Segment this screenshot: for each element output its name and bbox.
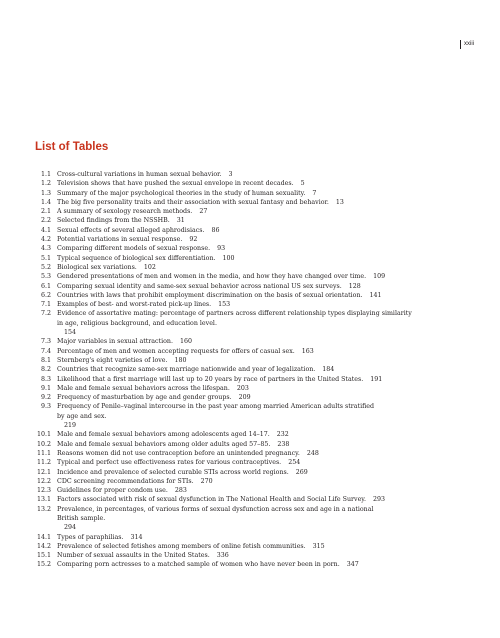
table-number: 13.2	[36, 505, 51, 513]
table-title	[51, 170, 474, 179]
table-page-number: 93	[217, 245, 226, 253]
table-entry[interactable]	[34, 430, 474, 439]
table-title-text: Selected findings from the NSSHB.	[57, 217, 170, 225]
table-title-text: Comparing sexual identity and same-sex sexual behavior across national US sex surveys.	[57, 282, 342, 290]
table-title-text: Countries that recognize same-sex marriage nationwide and year of legalization.	[57, 366, 316, 374]
table-title-text: Evidence of assortative mating: percentage of partners across different relationship types displaying similarity	[57, 310, 412, 318]
table-title	[51, 309, 474, 337]
table-page-number: 248	[306, 449, 319, 457]
table-title	[51, 477, 474, 486]
table-entry[interactable]	[34, 337, 474, 346]
table-title	[51, 533, 474, 542]
table-title-text: Incidence and prevalence of selected curable STIs across world regions.	[57, 468, 289, 476]
table-number: 1.1	[40, 171, 51, 178]
table-page-number: 31	[176, 217, 185, 225]
table-number: 9.1	[40, 384, 51, 392]
table-title	[51, 356, 474, 365]
table-title	[51, 365, 474, 374]
table-title	[51, 402, 474, 430]
table-page-number: 154	[64, 329, 77, 337]
table-title-text: CDC screening recommendations for STIs.	[57, 477, 194, 485]
table-title	[51, 542, 474, 551]
table-number: 14.1	[36, 533, 51, 541]
table-page-number: 3	[228, 171, 233, 178]
table-title-text: The big five personality traits and their association with sexual fantasy and behavior.	[57, 198, 329, 206]
table-number: 12.1	[36, 468, 51, 476]
table-entry[interactable]	[34, 542, 474, 551]
table-entry[interactable]	[34, 170, 474, 179]
table-title	[51, 179, 474, 188]
table-number: 10.2	[36, 440, 51, 448]
table-entry[interactable]	[34, 477, 474, 486]
table-page-number: 336	[216, 552, 229, 560]
table-page-number: 5	[300, 180, 305, 188]
table-page-number: 293	[373, 496, 386, 504]
table-title	[51, 440, 474, 449]
table-page-number: 141	[369, 291, 382, 299]
table-title-text: Cross-cultural variations in human sexual behavior.	[57, 171, 222, 178]
table-title-text: Frequency of masturbation by age and gender groups.	[57, 394, 232, 402]
table-number: 11.2	[36, 459, 51, 467]
table-title	[51, 272, 474, 281]
table-entry[interactable]	[34, 226, 474, 235]
table-title-text: Major variables in sexual attraction.	[57, 338, 173, 346]
table-title	[51, 189, 474, 198]
table-page-number: 128	[348, 282, 361, 290]
table-page-number: 163	[301, 347, 314, 355]
table-number: 15.1	[36, 552, 51, 560]
table-page-number: 294	[64, 524, 77, 532]
table-entry[interactable]	[34, 495, 474, 504]
table-title-text: Countries with laws that prohibit employment discrimination on the basis of sexual orientation.	[57, 291, 363, 299]
table-number: 7.4	[40, 347, 51, 355]
table-title	[51, 430, 474, 439]
table-title	[51, 263, 474, 272]
table-entry[interactable]	[34, 505, 474, 533]
table-title	[51, 216, 474, 225]
table-entry[interactable]	[34, 272, 474, 281]
table-page-number: 7	[312, 189, 317, 197]
table-entry[interactable]	[34, 207, 474, 216]
table-number: 6.2	[40, 291, 51, 299]
table-entry[interactable]	[34, 254, 474, 263]
table-page-number: 315	[312, 542, 325, 550]
table-title-text: Comparing porn actresses to a matched sample of women who have never been in porn.	[57, 561, 340, 569]
table-title	[51, 254, 474, 263]
table-page-number: 180	[174, 356, 187, 364]
table-entry[interactable]	[34, 375, 474, 384]
table-number: 1.3	[40, 189, 51, 197]
table-title-text: Prevalence of selected fetishes among members of online fetish communities.	[57, 542, 306, 550]
table-title	[51, 551, 474, 560]
table-title-text: Male and female sexual behaviors among older adults aged 57–85.	[57, 440, 271, 448]
table-title-text: Potential variations in sexual response.	[57, 236, 183, 244]
table-number: 4.2	[40, 236, 51, 244]
table-title	[51, 375, 474, 384]
table-entry[interactable]	[34, 235, 474, 244]
table-number: 1.4	[40, 198, 51, 206]
table-number: 4.1	[40, 226, 51, 234]
table-number: 9.2	[40, 394, 51, 402]
table-entry[interactable]	[34, 560, 474, 569]
table-number: 13.1	[36, 496, 51, 504]
table-title	[51, 393, 474, 402]
table-page-number: 203	[236, 384, 249, 392]
table-title-text: Frequency of Penile–vaginal intercourse in the past year among married American adults stratified	[57, 403, 375, 411]
table-number: 8.2	[40, 366, 51, 374]
table-entry[interactable]	[34, 244, 474, 253]
table-number: 8.3	[40, 375, 51, 383]
table-title-text: Male and female sexual behaviors among adolescents aged 14–17.	[57, 431, 270, 439]
table-page-number: 238	[277, 440, 290, 448]
table-number: 7.3	[40, 338, 51, 346]
table-page-number: 283	[174, 487, 187, 495]
table-title	[51, 198, 474, 207]
table-page-number: 100	[222, 254, 235, 262]
table-title	[51, 449, 474, 458]
table-number: 2.1	[40, 208, 51, 216]
table-title	[51, 495, 474, 504]
table-title-continued: British sample.	[57, 514, 106, 522]
table-title	[51, 486, 474, 495]
table-title-text: Types of paraphilias.	[57, 533, 124, 541]
table-number: 12.3	[36, 487, 51, 495]
table-title-continued: by age and sex.	[57, 412, 107, 420]
table-entry[interactable]	[34, 263, 474, 272]
table-entry[interactable]	[34, 356, 474, 365]
table-page-number: 270	[200, 477, 213, 485]
table-number: 5.3	[40, 273, 51, 281]
table-page-number: 13	[335, 198, 344, 206]
table-number: 4.3	[40, 245, 51, 253]
table-page-number: 160	[179, 338, 192, 346]
table-page-number: 219	[64, 422, 77, 430]
table-number: 1.2	[40, 180, 51, 188]
table-page-number: 191	[370, 375, 383, 383]
table-title-text: Typical and perfect use effectiveness rates for various contraceptives.	[57, 459, 282, 467]
table-title-text: Television shows that have pushed the sexual envelope in recent decades.	[57, 180, 294, 188]
table-title	[51, 207, 474, 216]
table-title-text: Number of sexual assaults in the United States.	[57, 552, 210, 560]
table-entry[interactable]	[34, 384, 474, 393]
table-page-number: 269	[295, 468, 308, 476]
table-title-text: Gendered presentations of men and women in the media, and how they have changed over time.	[57, 273, 367, 281]
table-number: 5.1	[40, 254, 51, 262]
page-number: xxiii	[460, 40, 474, 49]
table-title-text: Summary of the major psychological theories in the study of human sexuality.	[57, 189, 306, 197]
table-title	[51, 347, 474, 356]
table-entry[interactable]	[34, 282, 474, 291]
table-page-number: 254	[288, 459, 301, 467]
table-title-text: Likelihood that a first marriage will last up to 20 years by race of partners in the United States.	[57, 375, 364, 383]
table-title	[51, 226, 474, 235]
table-title-text: Percentage of men and women accepting requests for offers of casual sex.	[57, 347, 295, 355]
table-title-text: Reasons women did not use contraception before an unintended pregnancy.	[57, 449, 300, 457]
table-entry[interactable]	[34, 551, 474, 560]
table-page-number: 184	[322, 366, 335, 374]
table-entry[interactable]	[34, 309, 474, 337]
table-title	[51, 244, 474, 253]
table-number: 10.1	[36, 431, 51, 439]
table-title-text: Sternberg's eight varieties of love.	[57, 356, 168, 364]
table-title	[51, 505, 474, 533]
table-title	[51, 337, 474, 346]
table-page-number: 314	[130, 533, 143, 541]
table-title	[51, 468, 474, 477]
table-entry[interactable]	[34, 347, 474, 356]
table-title-text: Sexual effects of several alleged aphrodisiacs.	[57, 226, 205, 234]
table-entry[interactable]	[34, 189, 474, 198]
table-entry[interactable]	[34, 458, 474, 467]
table-entry[interactable]	[34, 300, 474, 309]
table-title-text: Factors associated with risk of sexual dysfunction in The National Health and Social Life Survey.	[57, 496, 367, 504]
table-entry[interactable]	[34, 533, 474, 542]
table-title-continued: in age, religious background, and education level.	[57, 319, 217, 327]
table-number: 9.3	[40, 403, 51, 411]
table-title	[51, 291, 474, 300]
table-entry[interactable]	[34, 440, 474, 449]
table-title	[51, 560, 474, 569]
table-title-text: Examples of best- and worst-rated pick-up lines.	[57, 301, 212, 309]
table-number: 6.1	[40, 282, 51, 290]
table-entry[interactable]	[34, 216, 474, 225]
table-number: 8.1	[40, 356, 51, 364]
table-entry[interactable]	[34, 449, 474, 458]
table-title-text: Prevalence, in percentages, of various forms of sexual dysfunction across sex and age in a national	[57, 505, 374, 513]
table-title	[51, 282, 474, 291]
table-title	[51, 384, 474, 393]
table-entry[interactable]	[34, 179, 474, 188]
table-number: 2.2	[40, 217, 51, 225]
page-title: List of Tables	[35, 141, 109, 153]
table-page-number: 27	[199, 208, 208, 216]
table-page-number: 153	[218, 301, 231, 309]
table-page-number: 232	[276, 431, 289, 439]
table-page-number: 209	[238, 394, 251, 402]
table-page-number: 347	[346, 561, 359, 569]
table-page-number: 86	[211, 226, 220, 234]
table-list	[34, 170, 474, 570]
table-page-number: 102	[143, 263, 156, 271]
table-entry[interactable]	[34, 365, 474, 374]
table-page-number: 109	[373, 273, 386, 281]
table-title	[51, 235, 474, 244]
table-title-text: Comparing different models of sexual response.	[57, 245, 211, 253]
table-entry[interactable]	[34, 393, 474, 402]
table-title	[51, 458, 474, 467]
table-page-number: 92	[189, 236, 198, 244]
table-number: 11.1	[36, 449, 51, 457]
table-entry[interactable]	[34, 291, 474, 300]
table-number: 12.2	[36, 477, 51, 485]
table-number: 7.1	[40, 301, 51, 309]
table-entry[interactable]	[34, 468, 474, 477]
table-title-text: Male and female sexual behaviors across the lifespan.	[57, 384, 230, 392]
table-entry[interactable]	[34, 198, 474, 207]
table-number: 5.2	[40, 263, 51, 271]
table-title	[51, 300, 474, 309]
table-title-text: Guidelines for proper condom use.	[57, 487, 168, 495]
table-title-text: A summary of sexology research methods.	[57, 208, 193, 216]
table-title-text: Biological sex variations.	[57, 263, 137, 271]
table-entry[interactable]	[34, 486, 474, 495]
table-number: 7.2	[40, 310, 51, 318]
table-number: 14.2	[36, 542, 51, 550]
table-number: 15.2	[36, 561, 51, 569]
table-title-text: Typical sequence of biological sex differentiation.	[57, 254, 216, 262]
table-entry[interactable]	[34, 402, 474, 430]
